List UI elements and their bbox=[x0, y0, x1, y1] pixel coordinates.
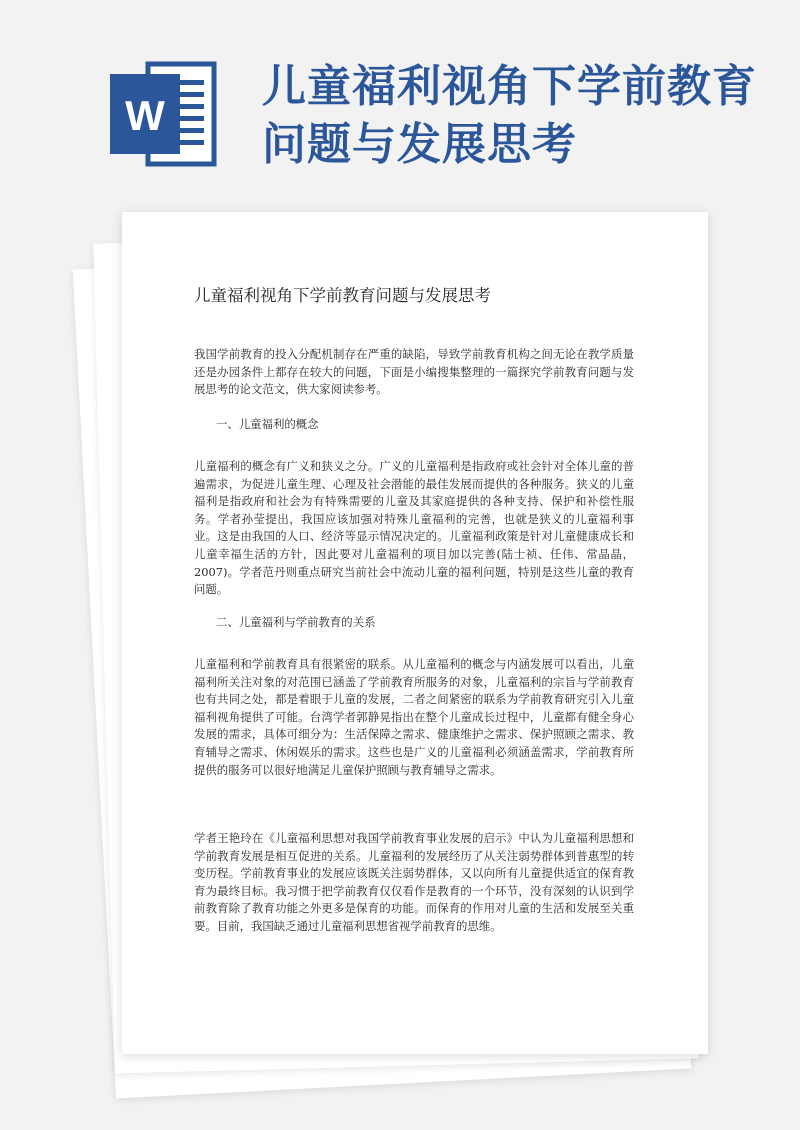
section3-paragraph: 学者王艳玲在《儿童福利思想对我国学前教育事业发展的启示》中认为儿童福利思想和学前教育发展是相互促进的关系。儿童福利的发展经历了从关注弱势群体到普惠型的转变历程。学前教育事业的发展应该既关注弱势群体，又以向所有儿童提供适宜的保育教育为最终目标。我习惯于把学前教育仅仅看作是教育的一个环节，没有深刻的认识到学前教育除了教育功能之外更多是保育的功能。而保育的作用对儿童的生活和发展至关重要。目前，我国缺乏通过儿童福利思想省视学前教育的思维。 bbox=[194, 831, 634, 933]
word-icon-letter: W bbox=[125, 92, 165, 139]
document-title: 儿童福利视角下学前教育问题与发展思考 bbox=[194, 286, 491, 305]
document-page bbox=[122, 212, 708, 1054]
section2-heading: 二、儿童福利与学前教育的关系 bbox=[216, 615, 376, 629]
page-title: 儿童福利视角下学前教育问题与发展思考 bbox=[262, 61, 757, 170]
section2-paragraph: 儿童福利和学前教育具有很紧密的联系。从儿童福利的概念与内涵发展可以看出，儿童福利所关注对象的对范围已涵盖了学前教育所服务的对象，儿童福利的宗旨与学前教育也有共同之处，都是着眼于儿童的发展，二者之间紧密的联系为学前教育研究引入儿童福利视角提供了可能。台湾学者郭静晃指出在整个儿童成长过程中，儿童都有健全身心发展的需求，具体可细分为：生活保障之需求、健康维护之需求、保护照顾之需求、教育辅导之需求、休闲娱乐的需求。这些也是广义的儿童福利必须涵盖需求，学前教育所提供的服务可以很好地满足儿童保护照顾与教育辅导之需求。 bbox=[194, 657, 634, 777]
word-icon bbox=[108, 58, 220, 170]
section1-heading: 一、儿童福利的概念 bbox=[216, 417, 319, 431]
intro-paragraph: 我国学前教育的投入分配机制存在严重的缺陷，导致学前教育机构之间无论在教学质量还是办园条件上都存在较大的问题，下面是小编搜集整理的一篇探究学前教育问题与发展思考的论文范文，供大家阅读参考。 bbox=[194, 347, 634, 397]
section1-paragraph: 儿童福利的概念有广义和狭义之分。广义的儿童福利是指政府或社会针对全体儿童的普遍需求，为促进儿童生理、心理及社会潜能的最佳发展而提供的各种服务。狭义的儿童福利是指政府和社会为有特殊需要的儿童及其家庭提供的各种支持、保护和补偿性服务。学者孙莹提出，我国应该加强对特殊儿童福利的完善，也就是狭义的儿童福利事业。这是由我国的人口、经济等显示情况决定的。儿童福利政策是针对儿童健康成长和儿童幸福生活的方针，因此要对儿童福利的项目加以完善(陆士祯、任伟、常晶晶，2007)。学者范丹则重点研究当前社会中流动儿童的福利问题，特别是这些儿童的教育问题。 bbox=[194, 459, 634, 597]
